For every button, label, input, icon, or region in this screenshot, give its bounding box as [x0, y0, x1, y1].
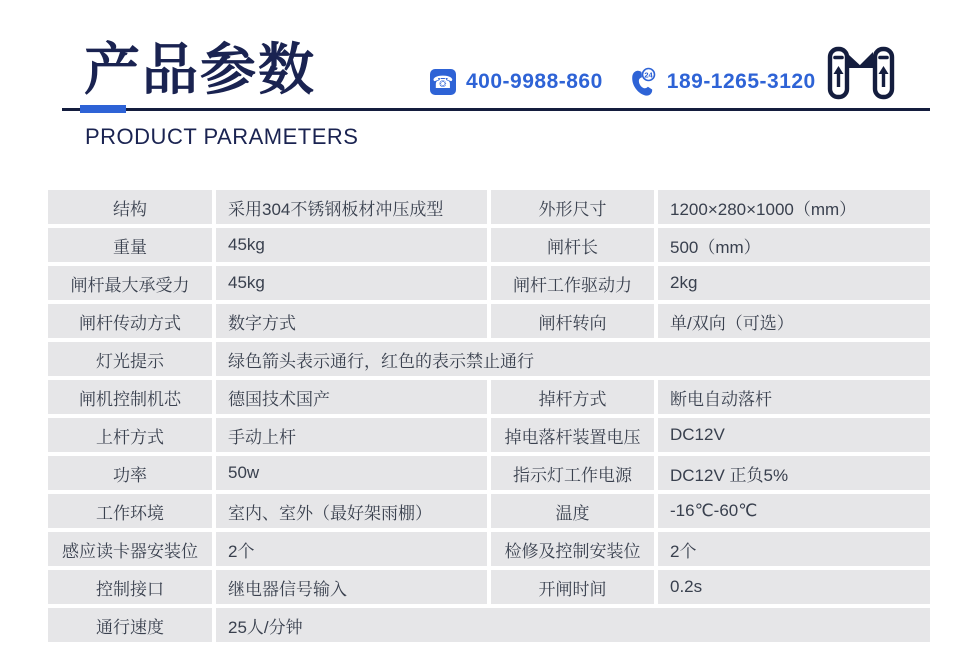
spec-label: 闸杆转向 — [491, 304, 654, 338]
header-divider-accent — [80, 105, 126, 113]
spec-label: 重量 — [48, 228, 212, 262]
spec-label: 灯光提示 — [48, 342, 212, 376]
spec-label: 闸杆传动方式 — [48, 304, 212, 338]
spec-label: 温度 — [491, 494, 654, 528]
spec-table — [48, 190, 930, 642]
header-divider — [62, 108, 930, 111]
spec-value: 25人/分钟 — [216, 608, 930, 642]
spec-value: 手动上杆 — [216, 418, 487, 452]
spec-value: DC12V — [658, 418, 930, 452]
spec-label: 通行速度 — [48, 608, 212, 642]
spec-label: 功率 — [48, 456, 212, 490]
spec-label: 工作环境 — [48, 494, 212, 528]
svg-text:24: 24 — [644, 70, 653, 80]
spec-value: 德国技术国产 — [216, 380, 487, 414]
spec-value: 2kg — [658, 266, 930, 300]
spec-value: 绿色箭头表示通行，红色的表示禁止通行 — [216, 342, 930, 376]
spec-label: 结构 — [48, 190, 212, 224]
mobile-number: 189-1265-3120 — [666, 70, 816, 93]
spec-label: 闸机控制机芯 — [48, 380, 212, 414]
spec-label: 上杆方式 — [48, 418, 212, 452]
spec-label: 闸杆长 — [491, 228, 654, 262]
spec-label: 控制接口 — [48, 570, 212, 604]
spec-value: 数字方式 — [216, 304, 487, 338]
spec-value: 0.2s — [658, 570, 930, 604]
spec-label: 感应读卡器安装位 — [48, 532, 212, 566]
spec-value: 45kg — [216, 228, 487, 262]
turnstile-gate-icon — [824, 44, 898, 107]
spec-value: 继电器信号输入 — [216, 570, 487, 604]
spec-value: -16℃-60℃ — [658, 494, 930, 528]
spec-value: 2个 — [658, 532, 930, 566]
spec-value: 50w — [216, 456, 487, 490]
spec-value: 2个 — [216, 532, 487, 566]
spec-label: 指示灯工作电源 — [491, 456, 654, 490]
spec-value: 500（mm） — [658, 228, 930, 262]
phone-24h-icon — [627, 67, 657, 97]
hotline-number: 400-9988-860 — [466, 70, 603, 93]
spec-value: 室内、室外（最好架雨棚） — [216, 494, 487, 528]
page-subtitle: PRODUCT PARAMETERS — [85, 124, 359, 149]
spec-label: 外形尺寸 — [491, 190, 654, 224]
desk-phone-icon: ☎ — [430, 69, 456, 95]
spec-label: 开闸时间 — [491, 570, 654, 604]
spec-value: 断电自动落杆 — [658, 380, 930, 414]
spec-value: 单/双向（可选） — [658, 304, 930, 338]
spec-label: 闸杆工作驱动力 — [491, 266, 654, 300]
spec-label: 掉杆方式 — [491, 380, 654, 414]
contact-block — [430, 66, 816, 98]
spec-value: 1200×280×1000（mm） — [658, 190, 930, 224]
spec-value: DC12V 正负5% — [658, 456, 930, 490]
spec-label: 闸杆最大承受力 — [48, 266, 212, 300]
page-title: 产品参数 — [84, 38, 316, 101]
spec-label: 掉电落杆装置电压 — [491, 418, 654, 452]
spec-label: 检修及控制安装位 — [491, 532, 654, 566]
spec-value: 采用304不锈钢板材冲压成型 — [216, 190, 487, 224]
spec-value: 45kg — [216, 266, 487, 300]
